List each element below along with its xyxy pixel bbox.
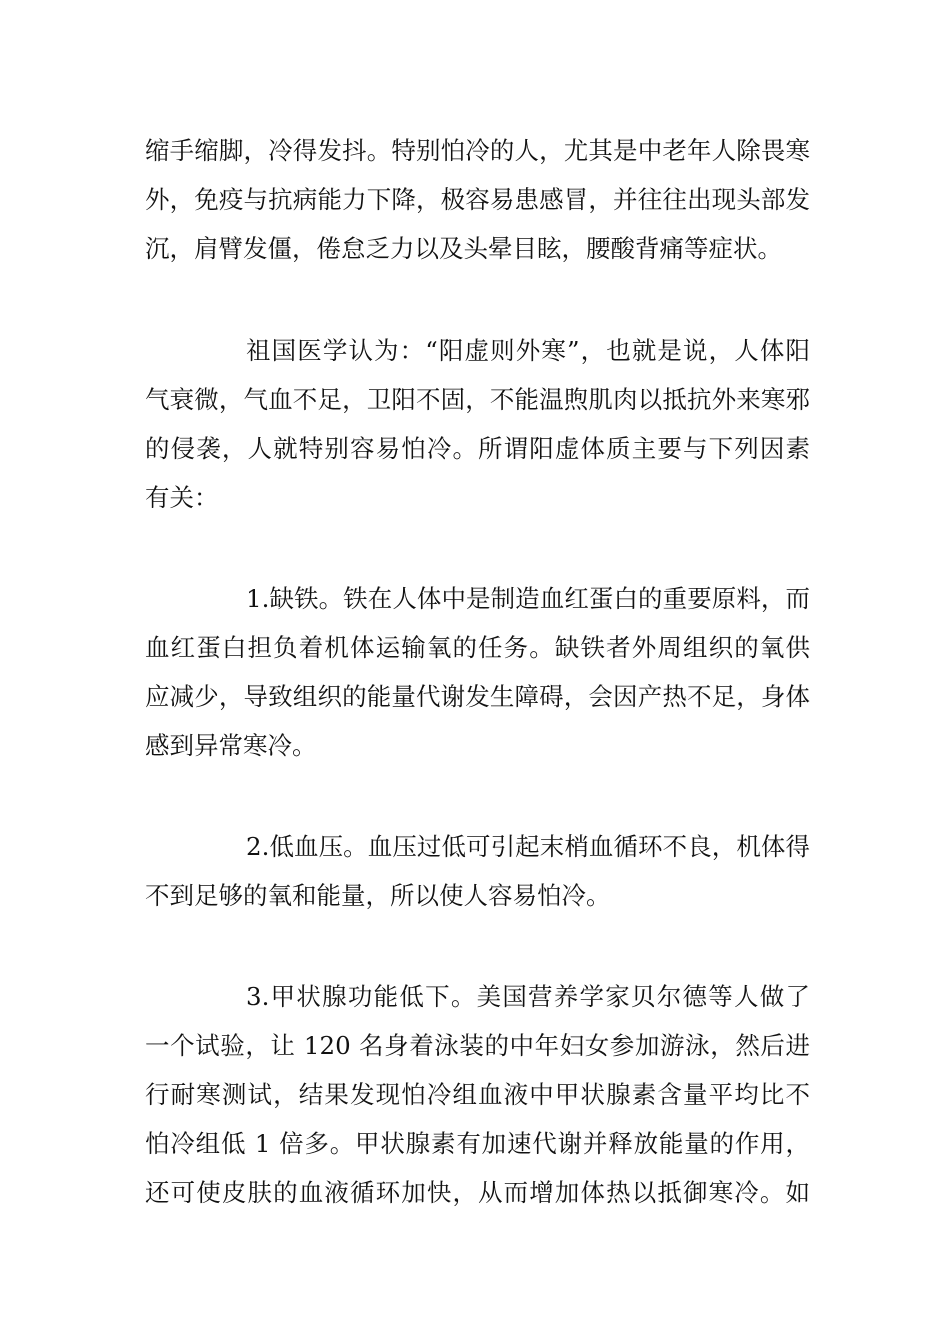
text-line: 祖国医学认为：“阳虚则外寒”，也就是说，人体阳 <box>246 336 810 365</box>
text-line: 行耐寒测试，结果发现怕冷组血液中甲状腺素含量平均比不 <box>145 1080 810 1109</box>
text-line: 不到足够的氧和能量，所以使人容易怕冷。 <box>145 881 611 910</box>
text-line: 血红蛋白担负着机体运输氧的任务。缺铁者外周组织的氧供 <box>145 633 810 662</box>
text-line: 沉，肩臂发僵，倦怠乏力以及头晕目眩，腰酸背痛等症状。 <box>145 234 782 263</box>
text-line: 一个试验，让 120 名身着泳装的中年妇女参加游泳，然后进 <box>145 1031 810 1060</box>
text-line: 2.低血压。血压过低可引起末梢血循环不良，机体得 <box>246 832 810 861</box>
text-line: 还可使皮肤的血液循环加快，从而增加体热以抵御寒冷。如 <box>145 1178 810 1207</box>
paragraph-iron-deficiency <box>145 574 810 770</box>
text-line: 气衰微，气血不足，卫阳不固，不能温煦肌肉以抵抗外来寒邪 <box>145 385 810 414</box>
text-line: 应减少，导致组织的能量代谢发生障碍，会因产热不足，身体 <box>145 682 810 711</box>
paragraph-low-blood-pressure <box>145 822 810 920</box>
text-line: 的侵袭，人就特别容易怕冷。所谓阳虚体质主要与下列因素 <box>145 434 810 463</box>
text-line: 3.甲状腺功能低下。美国营养学家贝尔德等人做了 <box>246 982 810 1011</box>
text-line: 缩手缩脚，冷得发抖。特别怕冷的人，尤其是中老年人除畏寒 <box>145 136 810 165</box>
paragraph-cold-symptoms <box>145 126 810 273</box>
paragraph-hypothyroidism <box>145 972 810 1217</box>
text-line: 感到异常寒冷。 <box>145 731 317 760</box>
text-line: 外，免疫与抗病能力下降，极容易患感冒，并往往出现头部发 <box>145 185 810 214</box>
text-line: 怕冷组低 1 倍多。甲状腺素有加速代谢并释放能量的作用， <box>145 1129 810 1158</box>
text-line: 1.缺铁。铁在人体中是制造血红蛋白的重要原料，而 <box>246 584 810 613</box>
text-line: 有关： <box>145 483 219 512</box>
paragraph-tcm-view <box>145 326 810 522</box>
